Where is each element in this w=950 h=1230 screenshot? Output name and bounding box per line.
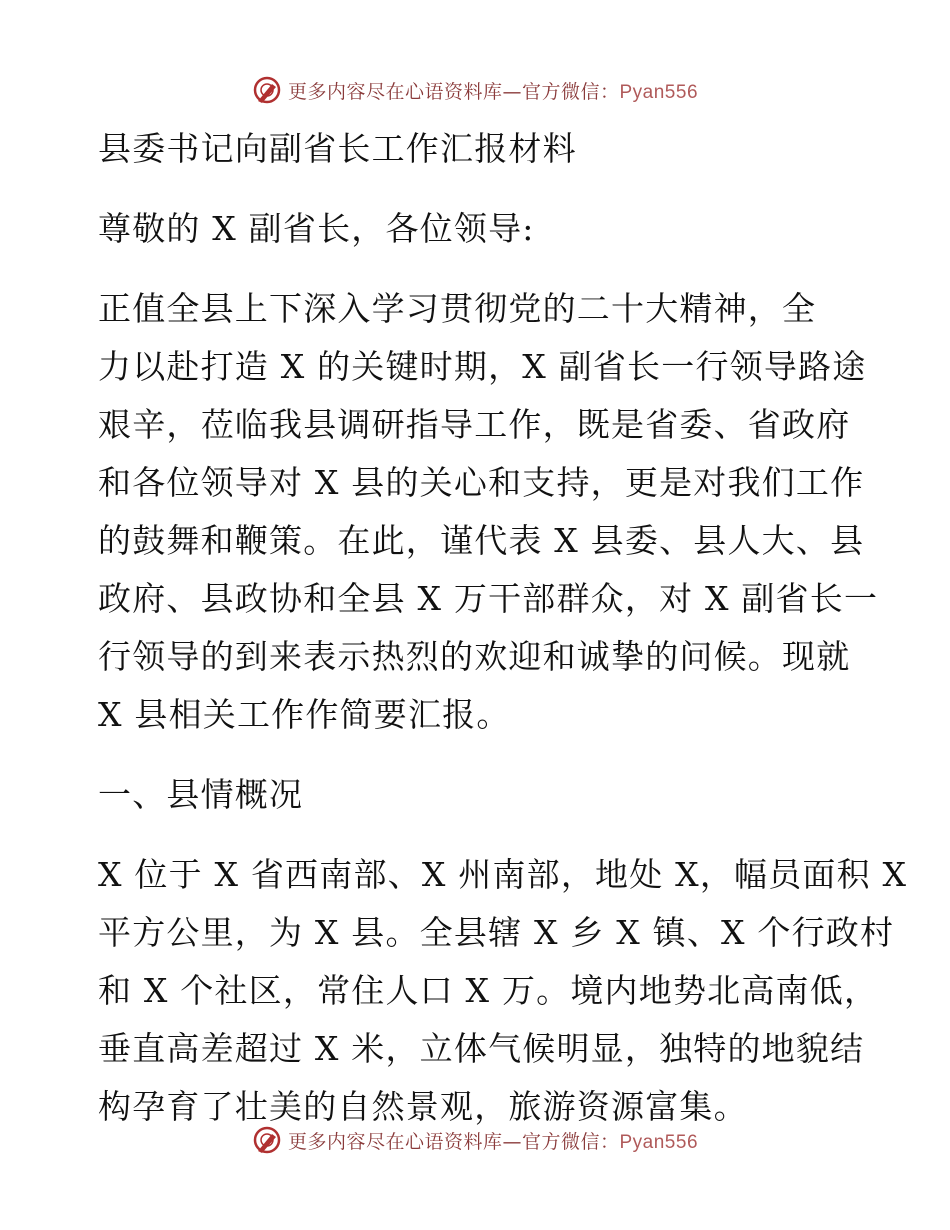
section-heading: 一、县情概况 — [98, 775, 304, 814]
pen-logo-icon — [252, 75, 282, 105]
watermark-separator: — — [502, 80, 522, 103]
watermark-slogan: 更多内容尽在心语资料库 — [287, 80, 503, 103]
salutation: 尊敬的 X 副省长，各位领导: — [98, 209, 535, 248]
paragraph-line: 平方公里，为 X 县。全县辖 X 乡 X 镇、X 个行政村 — [98, 913, 895, 952]
watermark-separator: — — [502, 1130, 522, 1153]
paragraph-line: 垂直高差超过 X 米，立体气候明显，独特的地貌结 — [98, 1029, 865, 1068]
paragraph-intro — [98, 280, 879, 744]
watermark-text — [288, 1127, 698, 1154]
watermark-slogan: 更多内容尽在心语资料库 — [287, 1130, 503, 1153]
paragraph-line: 和各位领导对 X 县的关心和支持，更是对我们工作 — [98, 463, 865, 502]
paragraph-line: 构孕育了壮美的自然景观，旅游资源富集。 — [98, 1087, 748, 1126]
pen-logo-icon — [252, 1125, 282, 1155]
watermark-text — [288, 77, 698, 104]
watermark-official-label: 官方微信： — [521, 80, 620, 103]
header-watermark — [0, 70, 950, 110]
paragraph-line: 行领导的到来表示热烈的欢迎和诚挚的问候。现就 — [98, 637, 851, 676]
paragraph-line: 的鼓舞和鞭策。在此，谨代表 X 县委、县人大、县 — [98, 521, 865, 560]
paragraph-line: 政府、县政协和全县 X 万干部群众，对 X 副省长一 — [98, 579, 879, 618]
paragraph-line: 艰辛，莅临我县调研指导工作，既是省委、省政府 — [98, 405, 851, 444]
paragraph-county-overview — [98, 846, 908, 1136]
paragraph-line: X 县相关工作作简要汇报。 — [98, 695, 511, 734]
paragraph-line: X 位于 X 省西南部、X 州南部，地处 X，幅员面积 X — [98, 855, 908, 894]
watermark-handle: Pyan556 — [619, 1131, 699, 1153]
watermark-official-label: 官方微信： — [521, 1130, 620, 1153]
paragraph-line: 力以赴打造 X 的关键时期，X 副省长一行领导路途 — [98, 347, 867, 386]
watermark-handle: Pyan556 — [619, 81, 699, 103]
paragraph-line: 和 X 个社区，常住人口 X 万。境内地势北高南低， — [98, 971, 879, 1010]
document-body — [98, 120, 908, 1136]
document-title: 县委书记向副省长工作汇报材料 — [98, 129, 577, 168]
paragraph-line: 正值全县上下深入学习贯彻党的二十大精神，全 — [98, 289, 817, 328]
footer-watermark — [0, 1120, 950, 1160]
